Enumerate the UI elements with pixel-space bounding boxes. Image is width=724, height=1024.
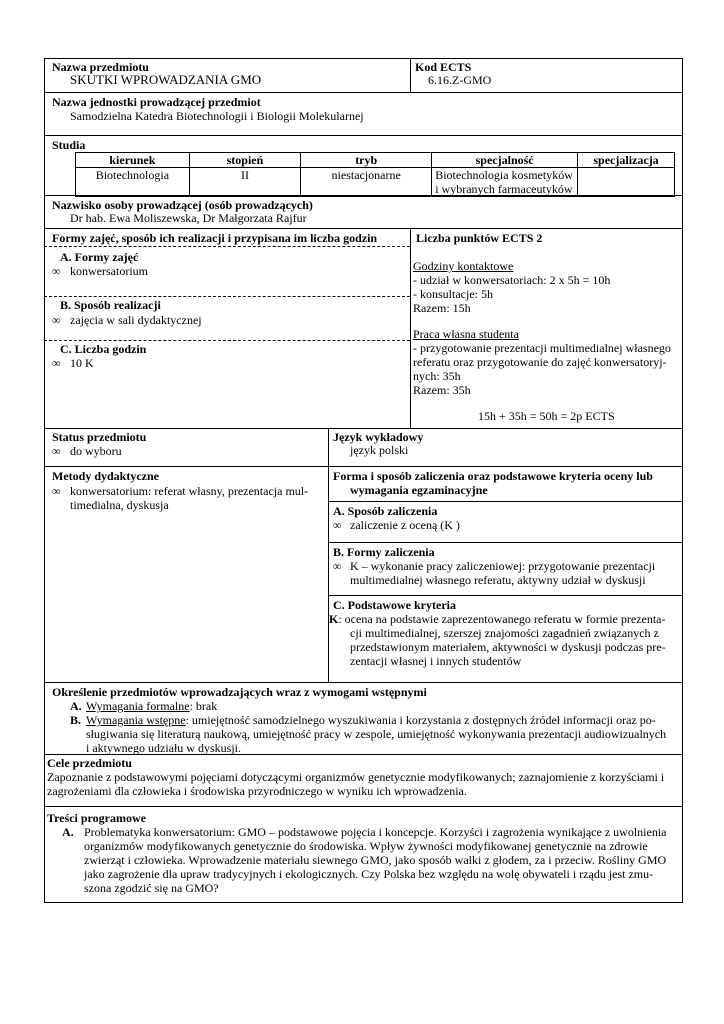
program-line: organizmów modyfikowanych genetycznie do środowiska. Wpływ żywności modyfikowanej genetycznie na zdrowie	[84, 839, 648, 853]
dashed-divider	[44, 340, 410, 341]
ects-code: 6.16.Z-GMO	[428, 73, 492, 87]
forms-label: Formy zajęć, sposób ich realizacji i przypisana im liczba godzin	[52, 231, 378, 245]
program-line: Problematyka konwersatorium: GMO – podstawowe pojęcia i koncepcje. Korzyści i zagrożenia wynikające z uwolnienia	[84, 825, 667, 839]
status-label: Status przedmiotu	[52, 430, 147, 444]
studies-table	[75, 152, 675, 197]
language-label: Język wykładowy	[333, 430, 424, 444]
unit-value: Samodzielna Katedra Biotechnologii i Biologii Molekularnej	[70, 109, 364, 123]
studies-column-header: kierunek	[76, 153, 190, 168]
bullet-icon: ∞	[52, 264, 61, 278]
program-label: Treści programowe	[47, 811, 146, 825]
teachers-value: Dr hab. Ewa Moliszewska, Dr Małgorzata Rajfur	[70, 211, 307, 225]
program-line: szona zgodzić się na GMO?	[84, 881, 219, 895]
goals-line: zagrożeniami dla człowieka i środowiska przyrodniczego w wyniku ich wprowadzenia.	[47, 784, 467, 798]
bullet-icon: ∞	[52, 313, 61, 327]
assessment-c-prefix: K	[329, 612, 339, 626]
divider	[44, 428, 683, 429]
bullet-icon: ∞	[333, 518, 342, 532]
studies-column-header: stopień	[189, 153, 300, 168]
bullet-icon: ∞	[52, 484, 61, 498]
divider	[44, 135, 683, 136]
studies-cell: Biotechnologia	[76, 168, 190, 197]
divider	[44, 92, 683, 93]
course-name-label: Nazwa przedmiotu	[52, 60, 149, 74]
contact-total: Razem: 15h	[413, 301, 471, 315]
prereq-a-value: : brak	[189, 699, 218, 713]
ects-label: Liczba punktów ECTS 2	[416, 231, 543, 245]
own-work-label: Praca własna studenta	[413, 327, 519, 341]
forms-a-value: konwersatorium	[70, 264, 148, 278]
prereq-a-marker: A.	[70, 699, 82, 713]
studies-cell: Biotechnologia kosmetyków i wybranych farmaceutyków	[432, 168, 578, 197]
studies-cell	[578, 168, 675, 197]
program-a-marker: A.	[62, 825, 74, 839]
ects-code-label: Kod ECTS	[415, 60, 472, 74]
contact-line: - udział w konwersatoriach: 2 x 5h = 10h	[413, 273, 611, 287]
divider	[410, 228, 411, 428]
ects-sum: 15h + 35h = 50h = 2p ECTS	[478, 409, 615, 423]
prereq-a-label: Wymagania formalne	[86, 699, 190, 713]
divider	[44, 195, 683, 196]
divider	[44, 466, 683, 467]
methods-label: Metody dydaktyczne	[52, 469, 159, 483]
divider	[44, 754, 683, 755]
studies-label: Studia	[52, 138, 86, 152]
teachers-label: Nazwisko osoby prowadzącej (osób prowadzących)	[52, 198, 313, 212]
assessment-a-value: zaliczenie z oceną (K )	[350, 518, 460, 532]
bullet-icon: ∞	[52, 356, 61, 370]
divider	[328, 595, 683, 596]
assessment-b-line: K – wykonanie pracy zaliczeniowej: przygotowanie prezentacji	[350, 559, 656, 573]
prereq-a-line	[86, 699, 217, 713]
divider	[410, 58, 411, 92]
studies-column-header: tryb	[301, 153, 432, 168]
studies-cell: niestacjonarne	[301, 168, 432, 197]
assessment-a-label: A. Sposób zaliczenia	[333, 504, 438, 518]
assessment-b-line: multimedialnej własnego referatu, aktywny udział w dyskusji	[350, 573, 646, 587]
own-work-total: Razem: 35h	[413, 383, 471, 397]
dashed-divider	[44, 246, 410, 247]
prereq-b-marker: B.	[70, 713, 82, 727]
assessment-c-label: C. Podstawowe kryteria	[333, 598, 456, 612]
assessment-b-label: B. Formy zaliczenia	[333, 545, 435, 559]
assessment-c-line	[329, 612, 666, 626]
forms-c-value: 10 K	[70, 356, 94, 370]
studies-cell: II	[189, 168, 300, 197]
program-line: jako zagrożenie dla upraw tradycyjnych i ekologicznych. Czy Polska bez względu na wolę obywateli i rządu jest zmu-	[84, 867, 654, 881]
prereq-b-label: Wymagania wstępne	[86, 713, 186, 727]
status-value: do wyboru	[70, 444, 122, 458]
dashed-divider	[44, 296, 410, 297]
unit-label: Nazwa jednostki prowadzącej przedmiot	[52, 95, 261, 109]
forms-b-value: zajęcia w sali dydaktycznej	[70, 313, 202, 327]
contact-line: - konsultacje: 5h	[413, 287, 493, 301]
divider	[328, 501, 683, 502]
divider	[44, 228, 683, 229]
goals-label: Cele przedmiotu	[47, 756, 132, 770]
studies-column-header: specjalność	[432, 153, 578, 168]
program-line: zwierząt i człowieka. Wprowadzenie materiału siewnego GMO, jako sposób walki z głodem, za i przeciw. Rośliny GMO	[84, 853, 667, 867]
assessment-c-text: : ocena na podstawie zaprezentowanego referatu w formie prezenta-	[338, 612, 666, 626]
prereq-b-line: i aktywnego udziału w dyskusji.	[86, 741, 241, 755]
own-work-line: - przygotowanie prezentacji multimedialnej własnego	[413, 341, 671, 355]
divider	[328, 428, 329, 466]
assessment-label: Forma i sposób zaliczenia oraz podstawowe kryteria oceny lub	[333, 469, 653, 483]
methods-line: timedialna, dyskusja	[70, 498, 169, 512]
bullet-icon: ∞	[333, 559, 342, 573]
language-value: język polski	[350, 443, 409, 457]
assessment-label: wymagania egzaminacyjne	[350, 483, 488, 497]
own-work-line: referatu oraz przygotowanie do zajęć konwersatoryj-	[413, 355, 667, 369]
bullet-icon: ∞	[52, 444, 61, 458]
divider	[328, 542, 683, 543]
contact-hours-label: Godziny kontaktowe	[413, 259, 514, 273]
methods-line: konwersatorium: referat własny, prezentacja mul-	[70, 484, 309, 498]
divider	[328, 466, 329, 682]
assessment-c-line: zentacji własnej i innych studentów	[350, 654, 522, 668]
goals-line: Zapoznanie z podstawowymi pojęciami dotyczącymi organizmów genetycznie modyfikowanych; zaznajomienie z korzyściami i	[47, 770, 665, 784]
prereq-b-line: sługiwania się literaturą naukową, umiejętność pracy w zespole, umiejętność wykonywania prezentacji audiowizualnych	[86, 727, 667, 741]
divider	[44, 682, 683, 683]
assessment-c-line: przedstawionym materiałem, aktywności w dyskusji podczas pre-	[350, 640, 666, 654]
assessment-c-line: cji multimedialnej, szerszej znajomości zagadnień związanych z	[350, 626, 659, 640]
prerequisites-label: Określenie przedmiotów wprowadzających wraz z wymogami wstępnymi	[52, 685, 427, 699]
forms-a-label: A. Formy zajęć	[60, 250, 139, 264]
forms-c-label: C. Liczba godzin	[60, 342, 147, 356]
divider	[44, 806, 683, 807]
prereq-b-text: : umiejętność samodzielnego wyszukiwania i korzystania z dostępnych źródeł informacji oraz po-	[185, 713, 656, 727]
forms-b-label: B. Sposób realizacji	[60, 298, 161, 312]
studies-column-header: specjalizacja	[578, 153, 675, 168]
prereq-b-line	[86, 713, 656, 727]
own-work-line: nych: 35h	[413, 369, 461, 383]
course-name: SKUTKI WPROWADZANIA GMO	[70, 72, 262, 87]
